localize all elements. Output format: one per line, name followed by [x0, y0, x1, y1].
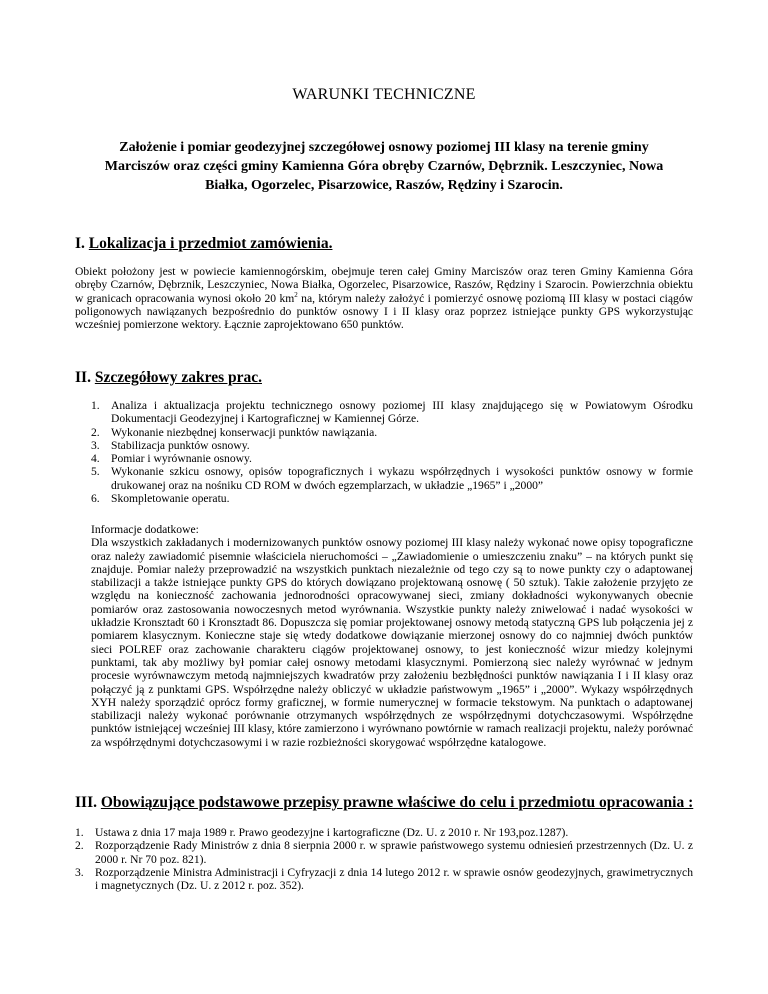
document-subtitle: Założenie i pomiar geodezyjnej szczegółowej osnowy poziomej III klasy na terenie gminy Marciszów oraz części gminy Kamienna Góra obręby Czarnów, Dębrznik. Leszczyniec, Nowa Białka, Ogorzelec, Pisarzowice, Raszów, Rędziny i Szarocin.: [104, 140, 664, 193]
section-1-number: I.: [75, 235, 85, 252]
section-3-title: Obowiązujące podstawowe przepisy prawne właściwe do celu i przedmiotu opracowania :: [100, 794, 694, 811]
document-title: WARUNKI TECHNICZNE: [292, 86, 476, 103]
section-3-list-container: [75, 826, 693, 892]
superscript-2: 2: [294, 290, 298, 299]
list-item: 5. Wykonanie szkicu osnowy, opisów topograficznych i wykazu współrzędnych i wysokości punktów osnowy w formie drukowanej oraz na nośniku CD ROM w dwóch egzemplarzach, w układzie „1965” i „2000”: [91, 465, 693, 492]
section-3-number: III.: [75, 794, 97, 811]
additional-info-label: Informacje dodatkowe:: [91, 523, 199, 536]
section-2-title: Szczegółowy zakres prac.: [94, 369, 262, 386]
section-1-text-a: Obiekt położony jest w powiecie kamiennogórskim, obejmuje teren całej Gminy Marciszów oraz teren Gminy Kamienna Góra obręby Czarnów, Dębrznik, Leszczyniec, Nowa Białka, Ogorzelec, Pisarzowice, Raszów, Rędziny i Szarocin. Powierzchnia obiektu w granicach opracowania wynosi około 20 km: [75, 265, 693, 305]
list-item: 2. Wykonanie niezbędnej konserwacji punktów nawiązania.: [91, 425, 378, 439]
list-item: 3. Stabilizacja punktów osnowy.: [91, 438, 250, 452]
list-item: 6. Skompletowanie operatu.: [91, 492, 230, 506]
section-1-text-b: na, którym należy założyć i pomierzyć osnowę poziomą III klasy w postaci ciągów poligonowych nawiązanych bezpośrednio do punktów osnowy I i II klasy oraz poprzez istniejące punkty GPS wykorzystując wcześniej pomierzone wektory. Łącznie zaprojektowano 650 punktów.: [75, 291, 693, 332]
list-item: 1. Analiza i aktualizacja projektu technicznego osnowy poziomej III klasy znajdującego się w Powiatowym Ośrodku Dokumentacji Geodezyjnej i Kartograficznej w Kamiennej Górze.: [91, 399, 693, 426]
list-item: 1. Ustawa z dnia 17 maja 1989 r. Prawo geodezyjne i kartograficzne (Dz. U. z 2010 r. Nr 193,poz.1287).: [75, 826, 569, 839]
section-2-list-container: [91, 399, 693, 505]
section-3-list: [75, 826, 693, 892]
list-item: 2. Rozporządzenie Rady Ministrów z dnia 8 sierpnia 2000 r. w sprawie państwowego systemu odniesień przestrzennych (Dz. U. z 2000 r. Nr 70 poz. 821).: [75, 839, 693, 866]
section-1-title: Lokalizacja i przedmiot zamówienia.: [88, 235, 333, 252]
list-item: 3. Rozporządzenie Ministra Administracji i Cyfryzacji z dnia 14 lutego 2012 r. w sprawie osnów geodezyjnych, grawimetrycznych i magnetycznych (Dz. U. z 2012 r. poz. 352).: [75, 865, 693, 893]
additional-info: [91, 523, 693, 749]
section-1-body: [75, 265, 693, 331]
section-2-list: [91, 399, 693, 505]
section-1-heading: [75, 235, 332, 253]
section-3-heading: [75, 794, 693, 812]
list-item: 4. Pomiar i wyrównanie osnowy.: [91, 452, 252, 466]
additional-info-text: Dla wszystkich zakładanych i modernizowanych punktów osnowy poziomej III klasy należy wykonać nowe opisy topograficzne oraz należy zawiadomić pisemnie właściciela nieruchomości – „Zawiadomienie o umieszczeniu znaku” – na których punkt się znajduje. Pomiar należy przeprowadzić na wszystkich punktach niezależnie od tego czy są to nowe punkty czy o adaptowanej stabilizacji a także istniejące punkty GPS do których dowiązano projektowaną osnowę ( 50 sztuk). Takie założenie przyjęto ze względu na konieczność zachowania jednorodności opracowywanej sieci, zmiany dokładności wykonywanych obecnie pomiarów oraz zastosowania nowoczesnych metod wyrównania. Wszystkie punkty należy zniwelować i nadać wysokości w układzie Kronsztadt 60 i Kronsztadt 86. Dopuszcza się pomiar projektowanej osnowy metodą statyczną GPS lub połączenia jej z pomiarem klasycznym. Konieczne staje się wtedy dodatkowe dowiązanie mierzonej osnowy do co najmniej dwóch punktów sieci POLREF oraz zachowanie charakteru ciągów projektowanej osnowy, to jest konieczność wizur miedzy kolejnymi punktami, tak aby możliwy był pomiar całej osnowy metodami klasycznymi. Pomierzoną siec należy wyrównać w jednym procesie wyrównawczym metodą najmniejszych kwadratów przy założeniu bezbłędności punktów nawiązania I i II klasy oraz połączyć ją z punktami GPS. Współrzędne należy obliczyć w układzie państwowym „1965” i „2000”. Wykazy współrzędnych XYH należy sporządzić oprócz formy graficznej, w formie numerycznej w formacie tekstowym. Na punktach o adaptowanej stabilizacji należy wykonać porównanie otrzymanych współrzędnych ze współrzędnymi dotychczasowymi. Współrzędne punktów istniejącej wcześniej III klasy, które zamierzono i wyrównano powtórnie w ramach realizacji projektu, należy porównać za współrzędnymi dotychczasowymi i w razie rozbieżności skorygować współrzędne katalogowe.: [91, 536, 693, 749]
section-2-heading: [75, 369, 262, 387]
section-2-number: II.: [75, 369, 91, 386]
